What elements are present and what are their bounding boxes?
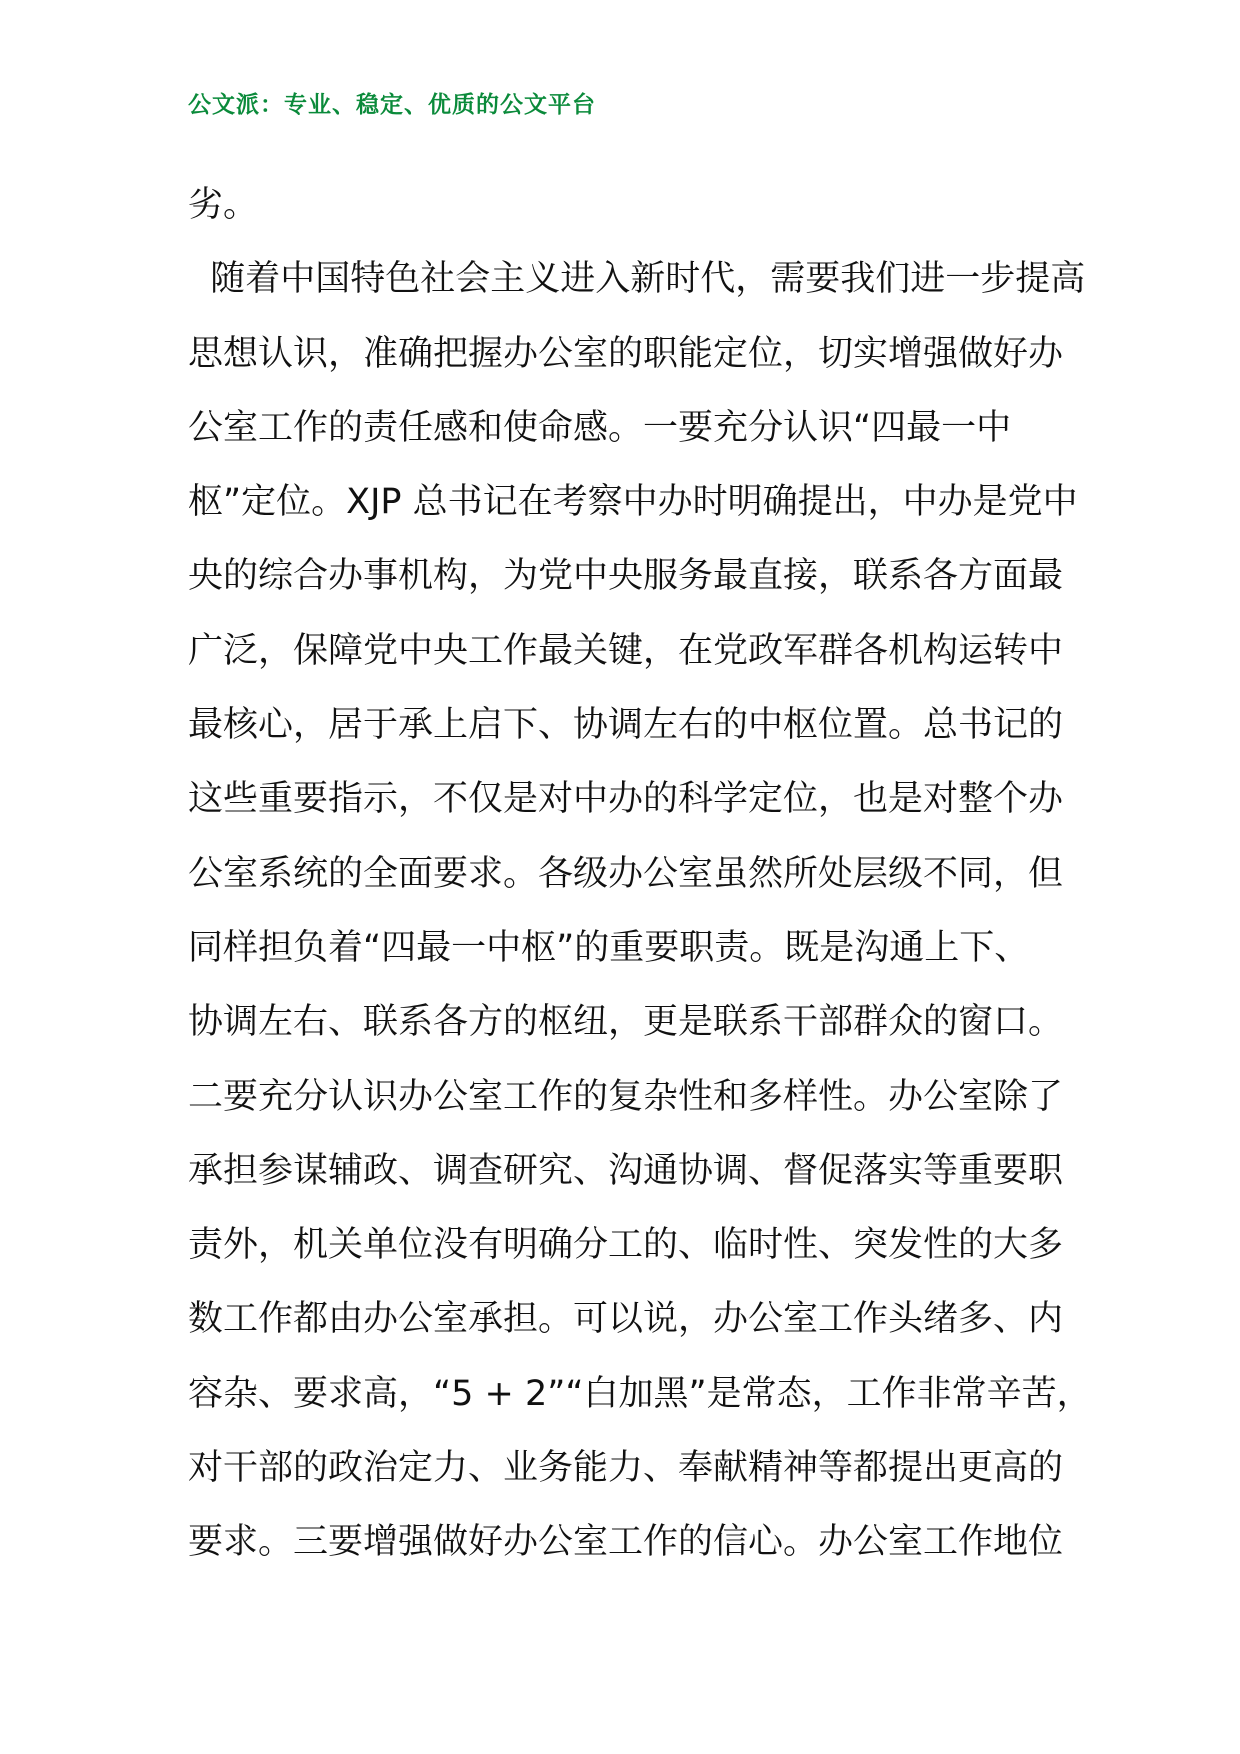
text-line: 协调左右、联系各方的枢纽，更是联系干部群众的窗口。 bbox=[188, 1002, 1064, 1043]
text-line: 劣。 bbox=[188, 185, 259, 225]
text-line: 二要充分认识办公室工作的复杂性和多样性。办公室除了 bbox=[188, 1076, 1064, 1117]
text-line: 数工作都由办公室承担。可以说，办公室工作头绪多、内 bbox=[188, 1299, 1064, 1340]
text-line: 公室工作的责任感和使命感。一要充分认识“四最一中 bbox=[188, 407, 1012, 448]
text-line: 对干部的政治定力、业务能力、奉献精神等都提出更高的 bbox=[188, 1448, 1064, 1489]
text-line: 随着中国特色社会主义进入新时代，需要我们进一步提高 bbox=[188, 259, 1086, 300]
text-line: 公室系统的全面要求。各级办公室虽然所处层级不同，但 bbox=[188, 853, 1064, 894]
body-text bbox=[188, 168, 1092, 1580]
text-line: 承担参谋辅政、调查研究、沟通协调、督促落实等重要职 bbox=[188, 1150, 1064, 1191]
text-line: 责外，机关单位没有明确分工的、临时性、突发性的大多 bbox=[188, 1225, 1064, 1266]
text-line: 广泛，保障党中央工作最关键，在党政军群各机构运转中 bbox=[188, 630, 1064, 671]
text-line: 容杂、要求高，“5 + 2”“白加黑”是常态，工作非常辛苦， bbox=[188, 1373, 1092, 1414]
text-line: 最核心，居于承上启下、协调左右的中枢位置。总书记的 bbox=[188, 705, 1064, 746]
text-line: 枢”定位。XJP 总书记在考察中办时明确提出，中办是党中 bbox=[188, 482, 1078, 523]
text-line: 同样担负着“四最一中枢”的重要职责。既是沟通上下、 bbox=[188, 927, 1030, 968]
text-line: 这些重要指示，不仅是对中办的科学定位，也是对整个办 bbox=[188, 779, 1064, 820]
text-line: 央的综合办事机构，为党中央服务最直接，联系各方面最 bbox=[188, 556, 1064, 597]
text-line: 要求。三要增强做好办公室工作的信心。办公室工作地位 bbox=[188, 1522, 1064, 1563]
text-line: 思想认识，准确把握办公室的职能定位，切实增强做好办 bbox=[188, 333, 1064, 374]
header-title: 公文派：专业、稳定、优质的公文平台 bbox=[188, 92, 596, 118]
